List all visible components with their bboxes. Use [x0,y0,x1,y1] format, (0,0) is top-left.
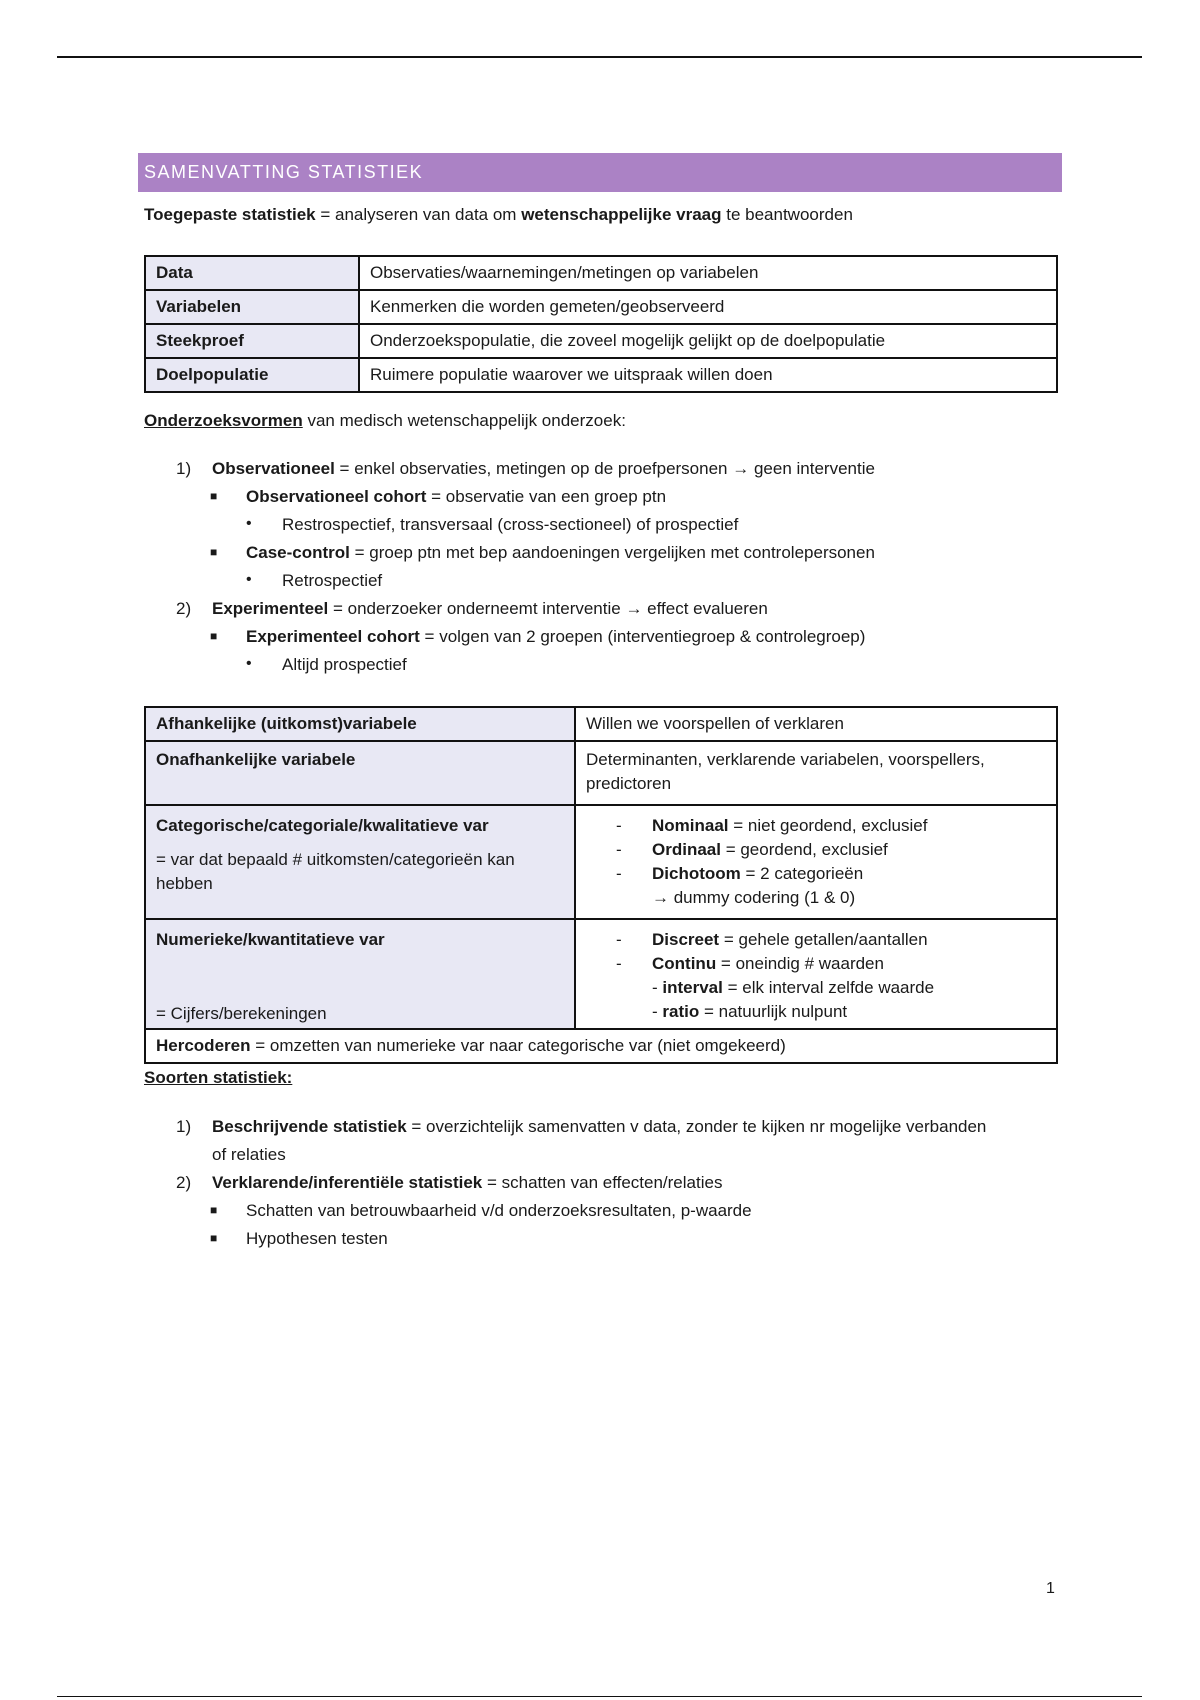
variables-table [144,706,1058,1064]
list-item: ■ Hypothesen testen [210,1229,388,1248]
list-item: ■ Case-control = groep ptn met bep aandoeningen vergelijken met controlepersonen [210,543,875,562]
list-item: 2) Experimenteel = onderzoeker onderneemt interventie → effect evalueren [176,599,768,618]
list-item: of relaties [212,1145,286,1164]
table-value: Ruimere populatie waarover we uitspraak willen doen [359,358,1057,392]
intro-line: Toegepaste statistiek = analyseren van data om wetenschappelijke vraag te beantwoorden [144,205,853,224]
bullet-icon: • [246,655,252,672]
page-title: SAMENVATTING STATISTIEK [138,153,1062,192]
square-bullet-icon: ■ [210,545,218,559]
list-item: • Altijd prospectief [246,655,407,674]
table-row [145,290,1057,324]
forms-heading: Onderzoeksvormen van medisch wetenschappelijk onderzoek: [144,411,626,430]
table-key: Variabelen [145,290,359,324]
bullet-icon: • [246,571,252,588]
table-value: Observaties/waarnemingen/metingen op variabelen [359,256,1057,290]
definitions-table [144,255,1058,393]
list-item: 2) Verklarende/inferentiële statistiek = schatten van effecten/relaties [176,1173,723,1192]
footer-rule [57,1696,1142,1697]
table-row: Afhankelijke (uitkomst)variabele Willen we voorspellen of verklaren [145,707,1057,741]
list-item: ■ Observationeel cohort = observatie van een groep ptn [210,487,667,506]
header-rule [57,56,1142,58]
table-row [145,358,1057,392]
page-number: 1 [1046,1580,1055,1597]
table-key: Doelpopulatie [145,358,359,392]
list-item: ■ Schatten van betrouwbaarheid v/d onderzoeksresultaten, p-waarde [210,1201,752,1220]
table-row [145,256,1057,290]
square-bullet-icon: ■ [210,1203,218,1217]
square-bullet-icon: ■ [210,1231,218,1245]
table-row [145,324,1057,358]
list-item: 1) Observationeel = enkel observaties, metingen op de proefpersonen → geen interventie [176,459,875,478]
list-item: • Retrospectief [246,571,383,590]
list-item: • Restrospectief, transversaal (cross-sectioneel) of prospectief [246,515,739,534]
table-row: Categorische/categoriale/kwalitatieve var = var dat bepaald # uitkomsten/categorieën kan hebben - Nominaal = niet geordend, exclusief - Ordinaal = geordend, exclusief - Dichotoom = 2 categorieën → dummy codering (1 & 0) [145,805,1057,919]
table-value: Kenmerken die worden gemeten/geobserveerd [359,290,1057,324]
table-key: Steekproef [145,324,359,358]
soorten-heading: Soorten statistiek: [144,1068,293,1087]
table-value: Onderzoekspopulatie, die zoveel mogelijk gelijkt op de doelpopulatie [359,324,1057,358]
list-item: 1) Beschrijvende statistiek = overzichtelijk samenvatten v data, zonder te kijken nr mogelijke verbanden [176,1117,987,1136]
table-row: Onafhankelijke variabele Determinanten, verklarende variabelen, voorspellers, predictoren [145,741,1057,805]
square-bullet-icon: ■ [210,629,218,643]
table-row: Hercoderen = omzetten van numerieke var naar categorische var (niet omgekeerd) [145,1029,1057,1063]
square-bullet-icon: ■ [210,489,218,503]
bullet-icon: • [246,515,252,532]
list-item: ■ Experimenteel cohort = volgen van 2 groepen (interventiegroep & controlegroep) [210,627,866,646]
table-key: Data [145,256,359,290]
table-row: Numerieke/kwantitatieve var = Cijfers/berekeningen - Discreet = gehele getallen/aantallen - Continu = oneindig # waarden - interval = elk interval zelfde waarde - ratio = natuurlijk nulpunt [145,919,1057,1029]
